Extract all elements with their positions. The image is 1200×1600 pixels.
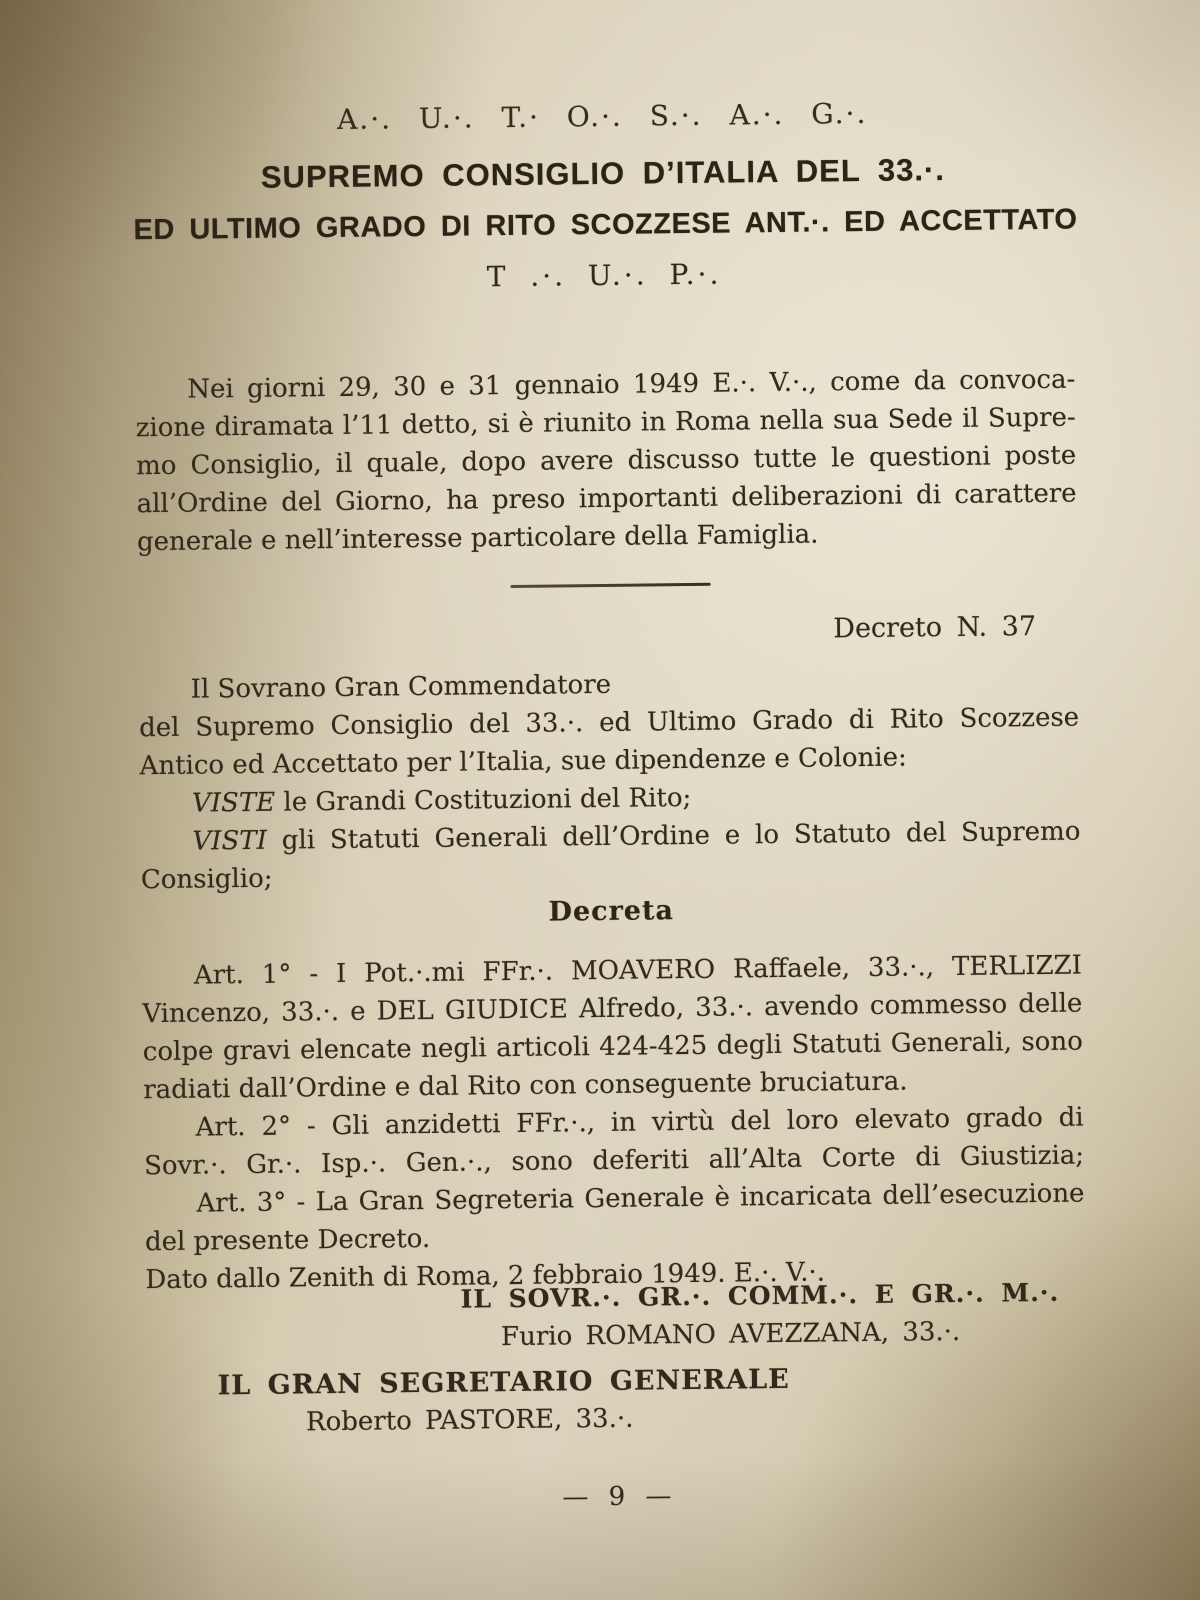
signature-role-grand-secretary: IL GRAN SEGRETARIO GENERALE [217, 1363, 790, 1402]
viste-rest: le Grandi Costituzioni del Rito; [275, 782, 692, 818]
article-1-line: colpe gravi elencate negli articoli 424-425 degli Statuti Generali, sono [142, 1026, 1083, 1068]
signature-name-grand-commander: Furio ROMANO AVEZZANA, 33.·. [500, 1316, 961, 1353]
article-2-line: Sovr.·. Gr.·. Isp.·. Gen.·., sono deferiti all’Alta Corte di Giustizia; [143, 1140, 1085, 1182]
visti-term: VISTI [192, 825, 268, 857]
page-number: — 9 — [562, 1481, 674, 1513]
tup-line: T .·. U.·. P.·. [486, 257, 722, 294]
article-1-line: radiati dall’Ordine e dal Rito con conseguente bruciatura. [143, 1066, 908, 1106]
article-2-line: Art. 2° - Gli anzidetti FFr.·., in virtù del loro elevato grado di [195, 1102, 1084, 1143]
viste-term: VISTE [191, 787, 276, 819]
article-3-line: del presente Decreto. [144, 1223, 431, 1258]
document-subtitle: ED ULTIMO GRADO DI RITO SCOZZESE ANT.·. ED ACCETTATO [133, 203, 1078, 247]
text-line: Antico ed Accettato per l’Italia, sue dipendenze e Colonie: [139, 742, 907, 782]
text-line: Nei giorni 29, 30 e 31 gennaio 1949 E.·. V.·., come da convoca- [187, 364, 1076, 405]
section-divider [511, 583, 711, 588]
motto-line: A.·. U.·. T.· O.·. S.·. A.·. G.·. [336, 96, 868, 136]
article-1-line: Vincenzo, 33.·. e DEL GIUDICE Alfredo, 33.·. avendo commesso delle [142, 988, 1083, 1030]
text-line: zione diramata l’11 detto, si è riunito in Roma nella sua Sede il Supre- [135, 402, 1076, 444]
text-line: generale e nell’interesse particolare della Famiglia. [136, 519, 819, 558]
article-1-line: Art. 1° - I Pot.·.mi FFr.·. MOAVERO Raffaele, 33.·., TERLIZZI [193, 950, 1083, 991]
text-line: mo Consiglio, il quale, dopo avere discusso tutte le questioni poste [136, 440, 1077, 482]
signature-name-grand-secretary: Roberto PASTORE, 33.·. [305, 1403, 634, 1438]
intro-paragraph [135, 361, 1077, 562]
text-line: del Supremo Consiglio del 33.·. ed Ultimo Grado di Rito Scozzese [138, 702, 1080, 744]
decree-articles [142, 947, 1086, 1300]
article-3-line: Art. 3° - La Gran Segreteria Generale è incaricata dell’esecuzione [196, 1178, 1085, 1219]
decreta-heading: Decreta [548, 895, 675, 928]
text-line: all’Ordine del Giorno, ha preso importanti deliberazioni di carattere [136, 478, 1077, 520]
document-title: SUPREMO CONSIGLIO D’ITALIA DEL 33.·. [260, 152, 946, 195]
text-line: Il Sovrano Gran Commendatore [190, 669, 612, 705]
decree-number: Decreto N. 37 [833, 611, 1037, 645]
visti-rest: gli Statuti Generali dell’Ordine e lo Statuto del Supremo [266, 816, 1081, 856]
signature-role-grand-commander: IL SOVR.·. GR.·. COMM.·. E GR.·. M.·. [460, 1277, 1060, 1314]
text-line: Consiglio; [140, 863, 273, 896]
dated-line: Dato dallo Zenith di Roma, 2 febbraio 1949. E.·. V.·. [145, 1257, 826, 1296]
decree-opening [139, 661, 1082, 900]
